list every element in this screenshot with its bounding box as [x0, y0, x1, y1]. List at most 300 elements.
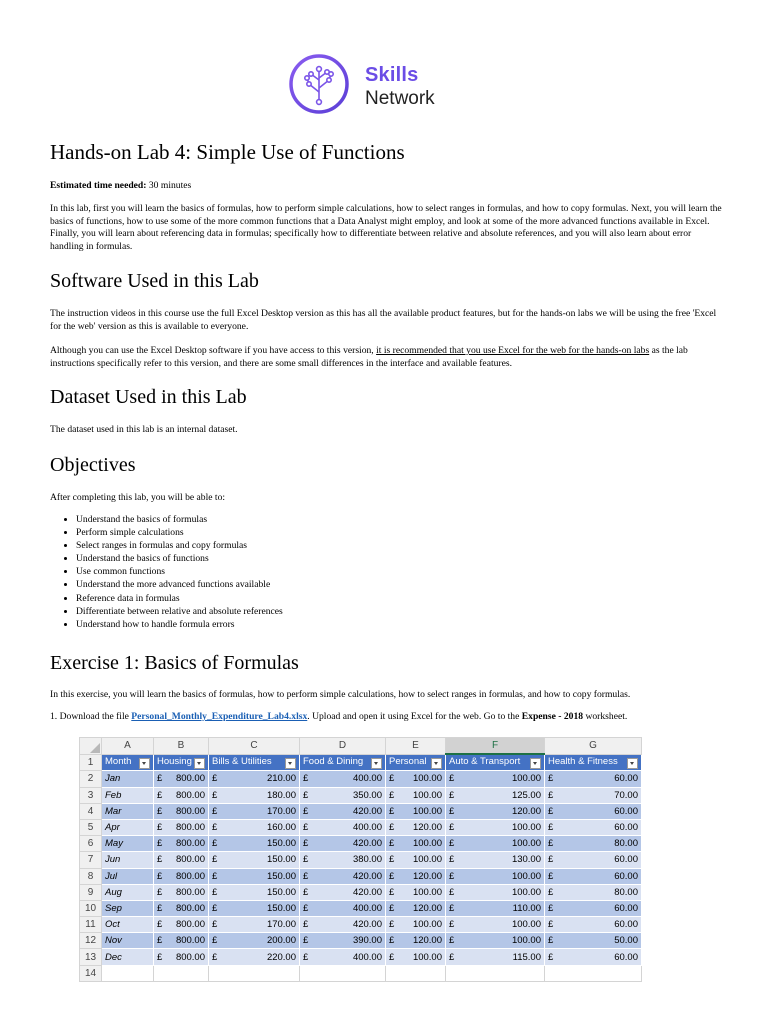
currency-symbol: £	[548, 822, 554, 834]
currency-symbol: £	[548, 870, 554, 882]
currency-symbol: £	[449, 935, 455, 947]
amount-cell[interactable]	[446, 900, 545, 916]
amount-cell[interactable]	[300, 836, 386, 852]
amount-value: 800.00	[175, 951, 205, 963]
currency-symbol: £	[157, 951, 163, 963]
amount-value: 100.00	[412, 919, 442, 931]
currency-symbol: £	[389, 902, 395, 914]
amount-value: 400.00	[352, 822, 382, 834]
row-number[interactable]: 7	[80, 852, 102, 868]
amount-cell[interactable]	[300, 868, 386, 884]
amount-cell[interactable]	[386, 803, 446, 819]
empty-cell[interactable]	[209, 965, 300, 981]
currency-symbol: £	[449, 886, 455, 898]
objective-item: • Select ranges in formulas and copy formulas	[76, 539, 283, 552]
month-cell[interactable]: Sep	[102, 900, 154, 916]
amount-value: 170.00	[266, 805, 296, 817]
software-p2-before: Although you can use the Excel Desktop software if you have access to this version,	[50, 345, 377, 356]
table-row	[80, 803, 642, 819]
month-cell[interactable]: Aug	[102, 884, 154, 900]
amount-cell[interactable]	[446, 884, 545, 900]
table-row	[80, 868, 642, 884]
amount-cell[interactable]	[209, 949, 300, 965]
currency-symbol: £	[389, 838, 395, 850]
amount-cell[interactable]	[300, 787, 386, 803]
amount-cell[interactable]	[386, 933, 446, 949]
amount-value: 80.00	[614, 838, 638, 850]
amount-cell[interactable]	[446, 917, 545, 933]
step-text-after: worksheet.	[583, 711, 628, 722]
table-header-cell	[545, 754, 642, 771]
amount-value: 60.00	[614, 919, 638, 931]
amount-cell[interactable]	[386, 836, 446, 852]
amount-value: 60.00	[614, 870, 638, 882]
currency-symbol: £	[303, 886, 309, 898]
column-letter-header[interactable]: A	[102, 738, 154, 755]
amount-value: 100.00	[412, 838, 442, 850]
estimated-time	[50, 180, 722, 193]
download-file-link[interactable]: Personal_Monthly_Expenditure_Lab4.xlsx	[131, 711, 308, 722]
amount-value: 150.00	[266, 838, 296, 850]
amount-cell[interactable]	[545, 900, 642, 916]
amount-value: 60.00	[614, 902, 638, 914]
amount-value: 400.00	[352, 951, 382, 963]
empty-row	[80, 965, 642, 981]
amount-cell[interactable]	[300, 803, 386, 819]
amount-cell[interactable]	[154, 884, 209, 900]
objective-item: • Understand the basics of formulas	[76, 513, 283, 526]
currency-symbol: £	[212, 838, 218, 850]
dataset-paragraph: The dataset used in this lab is an internal dataset.	[50, 424, 238, 435]
amount-value: 150.00	[266, 902, 296, 914]
currency-symbol: £	[157, 935, 163, 947]
amount-cell[interactable]	[300, 852, 386, 868]
currency-symbol: £	[157, 789, 163, 801]
month-cell[interactable]: Oct	[102, 917, 154, 933]
amount-value: 120.00	[412, 822, 442, 834]
amount-value: 100.00	[511, 919, 541, 931]
amount-value: 800.00	[175, 935, 205, 947]
amount-cell[interactable]	[386, 787, 446, 803]
amount-value: 100.00	[412, 951, 442, 963]
table-row	[80, 819, 642, 835]
table-header-cell	[300, 754, 386, 771]
amount-cell[interactable]	[154, 900, 209, 916]
amount-value: 800.00	[175, 902, 205, 914]
amount-cell[interactable]	[209, 868, 300, 884]
amount-value: 180.00	[266, 789, 296, 801]
amount-value: 420.00	[352, 886, 382, 898]
currency-symbol: £	[449, 919, 455, 931]
amount-cell[interactable]	[545, 771, 642, 787]
currency-symbol: £	[548, 789, 554, 801]
amount-cell[interactable]	[545, 787, 642, 803]
objective-item: • Understand the basics of functions	[76, 552, 283, 565]
worksheet-name: Expense - 2018	[521, 711, 584, 722]
step-text-middle: . Upload and open it using Excel for the web. Go to the	[307, 711, 522, 722]
step-text-before: Download the file	[59, 711, 132, 722]
currency-symbol: £	[212, 870, 218, 882]
currency-symbol: £	[548, 919, 554, 931]
currency-symbol: £	[303, 951, 309, 963]
row-number[interactable]: 3	[80, 787, 102, 803]
currency-symbol: £	[389, 886, 395, 898]
month-cell[interactable]: Mar	[102, 803, 154, 819]
amount-cell[interactable]	[545, 949, 642, 965]
estimated-time-label: Estimated time needed:	[50, 180, 147, 191]
row-number[interactable]: 5	[80, 819, 102, 835]
table-row	[80, 917, 642, 933]
objectives-intro: After completing this lab, you will be able to:	[50, 492, 226, 503]
amount-value: 100.00	[511, 838, 541, 850]
amount-value: 100.00	[412, 773, 442, 785]
amount-cell[interactable]	[300, 900, 386, 916]
header-label: Auto & Transport	[449, 756, 521, 768]
filter-dropdown-icon[interactable]	[285, 758, 296, 769]
empty-cell[interactable]	[386, 965, 446, 981]
amount-value: 100.00	[412, 805, 442, 817]
currency-symbol: £	[212, 789, 218, 801]
row-number[interactable]: 6	[80, 836, 102, 852]
filter-dropdown-icon[interactable]	[530, 758, 541, 769]
currency-symbol: £	[389, 789, 395, 801]
objective-item: • Use common functions	[76, 565, 283, 578]
amount-cell[interactable]	[300, 949, 386, 965]
amount-cell[interactable]	[209, 900, 300, 916]
table-header-cell	[154, 754, 209, 771]
month-cell[interactable]: Jan	[102, 771, 154, 787]
amount-cell[interactable]	[154, 819, 209, 835]
amount-cell[interactable]	[209, 884, 300, 900]
currency-symbol: £	[389, 854, 395, 866]
software-paragraph-2	[50, 345, 722, 370]
column-letter-header[interactable]: E	[386, 738, 446, 755]
filter-dropdown-icon[interactable]	[194, 758, 205, 769]
amount-cell[interactable]	[386, 949, 446, 965]
amount-value: 170.00	[266, 919, 296, 931]
filter-dropdown-icon[interactable]	[139, 758, 150, 769]
currency-symbol: £	[389, 919, 395, 931]
amount-cell[interactable]	[386, 771, 446, 787]
table-row	[80, 949, 642, 965]
amount-cell[interactable]	[154, 771, 209, 787]
filter-dropdown-icon[interactable]	[431, 758, 442, 769]
amount-cell[interactable]	[300, 771, 386, 787]
table-row	[80, 900, 642, 916]
amount-cell[interactable]	[154, 852, 209, 868]
dataset-heading: Dataset Used in this Lab	[50, 386, 247, 408]
column-letter-header[interactable]: B	[154, 738, 209, 755]
amount-cell[interactable]	[446, 949, 545, 965]
currency-symbol: £	[548, 773, 554, 785]
amount-value: 800.00	[175, 822, 205, 834]
empty-cell[interactable]	[102, 965, 154, 981]
amount-cell[interactable]	[545, 852, 642, 868]
header-label: Food & Dining	[303, 756, 364, 768]
objective-item: • Differentiate between relative and absolute references	[76, 605, 283, 618]
page-title: Hands-on Lab 4: Simple Use of Functions	[50, 140, 405, 164]
amount-value: 100.00	[412, 886, 442, 898]
currency-symbol: £	[449, 822, 455, 834]
currency-symbol: £	[449, 870, 455, 882]
month-cell[interactable]: Feb	[102, 787, 154, 803]
amount-cell[interactable]	[154, 803, 209, 819]
currency-symbol: £	[303, 838, 309, 850]
amount-cell[interactable]	[386, 852, 446, 868]
column-letter-header[interactable]: D	[300, 738, 386, 755]
amount-value: 50.00	[614, 935, 638, 947]
currency-symbol: £	[212, 805, 218, 817]
column-letter-row	[80, 738, 642, 755]
amount-value: 120.00	[412, 902, 442, 914]
table-header-cell	[209, 754, 300, 771]
currency-symbol: £	[389, 951, 395, 963]
amount-cell[interactable]	[446, 868, 545, 884]
filter-dropdown-icon[interactable]	[627, 758, 638, 769]
amount-value: 120.00	[511, 805, 541, 817]
currency-symbol: £	[449, 773, 455, 785]
amount-cell[interactable]	[154, 868, 209, 884]
spreadsheet-image	[79, 737, 655, 979]
currency-symbol: £	[548, 902, 554, 914]
currency-symbol: £	[449, 805, 455, 817]
month-cell[interactable]: May	[102, 836, 154, 852]
amount-value: 420.00	[352, 870, 382, 882]
amount-value: 220.00	[266, 951, 296, 963]
amount-cell[interactable]	[446, 771, 545, 787]
empty-cell[interactable]	[446, 965, 545, 981]
software-p2-after: as the lab instructions specifically refer to this version, and there are some small differences in the interface and available features.	[50, 345, 688, 369]
amount-value: 390.00	[352, 935, 382, 947]
column-letter-header[interactable]: C	[209, 738, 300, 755]
amount-cell[interactable]	[386, 900, 446, 916]
amount-cell[interactable]	[209, 852, 300, 868]
row-number[interactable]: 1	[80, 754, 102, 771]
logo-text-skills: Skills	[365, 64, 419, 86]
row-number[interactable]: 12	[80, 933, 102, 949]
amount-value: 210.00	[266, 773, 296, 785]
currency-symbol: £	[212, 886, 218, 898]
software-heading: Software Used in this Lab	[50, 270, 259, 292]
amount-cell[interactable]	[209, 771, 300, 787]
amount-cell[interactable]	[300, 884, 386, 900]
currency-symbol: £	[449, 951, 455, 963]
currency-symbol: £	[548, 838, 554, 850]
amount-value: 100.00	[511, 773, 541, 785]
amount-cell[interactable]	[545, 819, 642, 835]
currency-symbol: £	[157, 870, 163, 882]
amount-value: 60.00	[614, 773, 638, 785]
currency-symbol: £	[548, 886, 554, 898]
currency-symbol: £	[389, 822, 395, 834]
amount-cell[interactable]	[154, 787, 209, 803]
table-header-cell	[386, 754, 446, 771]
objective-item: • Understand the more advanced functions available	[76, 578, 283, 591]
amount-value: 100.00	[511, 870, 541, 882]
currency-symbol: £	[303, 902, 309, 914]
currency-symbol: £	[303, 935, 309, 947]
currency-symbol: £	[157, 838, 163, 850]
objectives-heading: Objectives	[50, 454, 136, 476]
exercise1-paragraph: In this exercise, you will learn the basics of formulas, how to perform simple calculations, how to select ranges in formulas, and how to copy formulas.	[50, 689, 631, 700]
currency-symbol: £	[548, 854, 554, 866]
objective-item: • Understand how to handle formula errors	[76, 618, 283, 631]
filter-dropdown-icon[interactable]	[371, 758, 382, 769]
amount-cell[interactable]	[209, 803, 300, 819]
amount-cell[interactable]	[209, 836, 300, 852]
amount-value: 60.00	[614, 951, 638, 963]
row-number[interactable]: 9	[80, 884, 102, 900]
amount-value: 400.00	[352, 773, 382, 785]
amount-cell[interactable]	[209, 787, 300, 803]
amount-value: 800.00	[175, 886, 205, 898]
amount-value: 60.00	[614, 805, 638, 817]
select-all-corner[interactable]	[80, 738, 102, 755]
table-header-cell	[102, 754, 154, 771]
software-paragraph-1: The instruction videos in this course use the full Excel Desktop version as this has all the available product features, but for the hands-on labs we will be using the free 'Excel for the web' version as this is available to everyone.	[50, 308, 717, 332]
month-cell[interactable]: Dec	[102, 949, 154, 965]
amount-cell[interactable]	[209, 819, 300, 835]
currency-symbol: £	[303, 870, 309, 882]
amount-cell[interactable]	[446, 933, 545, 949]
amount-cell[interactable]	[154, 917, 209, 933]
amount-cell[interactable]	[386, 884, 446, 900]
amount-value: 120.00	[412, 935, 442, 947]
amount-cell[interactable]	[209, 917, 300, 933]
month-cell[interactable]: Jun	[102, 852, 154, 868]
currency-symbol: £	[389, 773, 395, 785]
currency-symbol: £	[157, 805, 163, 817]
currency-symbol: £	[303, 822, 309, 834]
currency-symbol: £	[389, 935, 395, 947]
exercise1-heading: Exercise 1: Basics of Formulas	[50, 652, 299, 674]
currency-symbol: £	[303, 789, 309, 801]
objectives-list	[60, 513, 283, 631]
currency-symbol: £	[303, 805, 309, 817]
currency-symbol: £	[157, 919, 163, 931]
row-number[interactable]: 13	[80, 949, 102, 965]
amount-cell[interactable]	[446, 836, 545, 852]
amount-cell[interactable]	[446, 803, 545, 819]
amount-cell[interactable]	[154, 836, 209, 852]
month-cell[interactable]: Nov	[102, 933, 154, 949]
amount-cell[interactable]	[386, 819, 446, 835]
row-number[interactable]: 8	[80, 868, 102, 884]
amount-cell[interactable]	[209, 933, 300, 949]
header-label: Housing	[157, 756, 192, 768]
currency-symbol: £	[212, 854, 218, 866]
table-row	[80, 836, 642, 852]
amount-cell[interactable]	[386, 917, 446, 933]
table-header-row	[80, 754, 642, 771]
amount-cell[interactable]	[386, 868, 446, 884]
currency-symbol: £	[212, 935, 218, 947]
row-number[interactable]: 14	[80, 965, 102, 981]
amount-value: 150.00	[266, 886, 296, 898]
table-row	[80, 771, 642, 787]
amount-value: 130.00	[511, 854, 541, 866]
header-label: Month	[105, 756, 132, 768]
amount-value: 100.00	[511, 886, 541, 898]
amount-value: 115.00	[512, 951, 541, 963]
header-label: Health & Fitness	[548, 756, 618, 768]
amount-value: 150.00	[266, 854, 296, 866]
currency-symbol: £	[212, 773, 218, 785]
empty-cell[interactable]	[154, 965, 209, 981]
currency-symbol: £	[303, 773, 309, 785]
amount-value: 100.00	[511, 822, 541, 834]
amount-value: 160.00	[266, 822, 296, 834]
amount-cell[interactable]	[446, 787, 545, 803]
column-letter-header[interactable]: F	[446, 738, 545, 755]
amount-cell[interactable]	[154, 933, 209, 949]
currency-symbol: £	[548, 951, 554, 963]
currency-symbol: £	[212, 822, 218, 834]
row-number[interactable]: 2	[80, 771, 102, 787]
currency-symbol: £	[449, 789, 455, 801]
amount-cell[interactable]	[545, 803, 642, 819]
amount-cell[interactable]	[300, 933, 386, 949]
amount-cell[interactable]	[545, 868, 642, 884]
currency-symbol: £	[303, 919, 309, 931]
amount-cell[interactable]	[300, 917, 386, 933]
amount-value: 420.00	[352, 838, 382, 850]
amount-cell[interactable]	[545, 884, 642, 900]
currency-symbol: £	[157, 886, 163, 898]
month-cell[interactable]: Apr	[102, 819, 154, 835]
amount-cell[interactable]	[545, 917, 642, 933]
amount-cell[interactable]	[446, 819, 545, 835]
amount-value: 800.00	[175, 789, 205, 801]
table-header-cell	[446, 754, 545, 771]
currency-symbol: £	[548, 935, 554, 947]
amount-cell[interactable]	[154, 949, 209, 965]
amount-cell[interactable]	[545, 933, 642, 949]
month-cell[interactable]: Jul	[102, 868, 154, 884]
logo-text-network: Network	[365, 88, 435, 109]
amount-cell[interactable]	[446, 852, 545, 868]
step-number: 1.	[50, 711, 58, 722]
amount-cell[interactable]	[545, 836, 642, 852]
column-letter-header[interactable]: G	[545, 738, 642, 755]
amount-value: 120.00	[412, 870, 442, 882]
estimated-time-value: 30 minutes	[148, 180, 192, 191]
currency-symbol: £	[157, 822, 163, 834]
currency-symbol: £	[212, 951, 218, 963]
amount-value: 800.00	[175, 773, 205, 785]
amount-cell[interactable]	[300, 819, 386, 835]
amount-value: 100.00	[412, 789, 442, 801]
amount-value: 800.00	[175, 919, 205, 931]
row-number[interactable]: 11	[80, 917, 102, 933]
empty-cell[interactable]	[300, 965, 386, 981]
empty-cell[interactable]	[545, 965, 642, 981]
amount-value: 350.00	[352, 789, 382, 801]
amount-value: 200.00	[266, 935, 296, 947]
row-number[interactable]: 4	[80, 803, 102, 819]
currency-symbol: £	[389, 805, 395, 817]
amount-value: 420.00	[352, 805, 382, 817]
currency-symbol: £	[389, 870, 395, 882]
amount-value: 125.00	[511, 789, 541, 801]
amount-value: 380.00	[352, 854, 382, 866]
amount-value: 800.00	[175, 854, 205, 866]
amount-value: 110.00	[512, 902, 541, 914]
currency-symbol: £	[449, 902, 455, 914]
amount-value: 80.00	[614, 886, 638, 898]
currency-symbol: £	[212, 919, 218, 931]
row-number[interactable]: 10	[80, 900, 102, 916]
